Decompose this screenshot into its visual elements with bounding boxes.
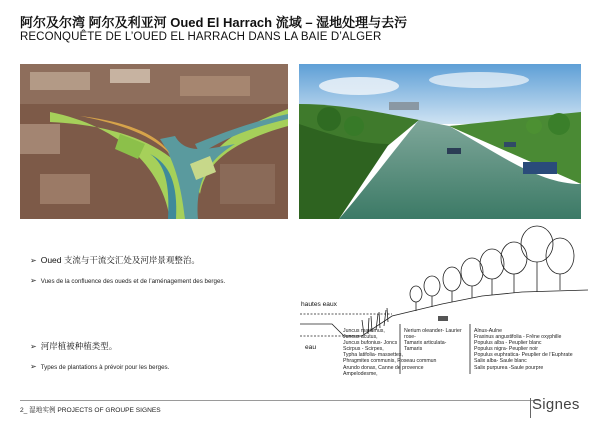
arrow-bullet-icon: ➢ (30, 342, 37, 351)
footer-caption: 2_ 湿地实例 PROJECTS OF GROUPE SIGNES (20, 407, 161, 414)
high-water-label: hautes eaux (301, 301, 337, 308)
page-title-fr: RECONQUÊTE DE L’OUED EL HARRACH DANS LA BAIE D’ALGER (20, 31, 382, 43)
footer-divider (20, 400, 540, 401)
bullet-plantations-cn: ➢ 河岸植被种植类型。 (30, 341, 118, 351)
page-title-cn: 阿尔及尔湾 阿尔及利亚河 Oued El Harrach 流域 – 湿地处理与去污 (20, 15, 408, 30)
logo-divider (530, 398, 531, 418)
plant-list-aquatic: Juncus maritimus, Juncus acutus, Juncus bufonius- Joncs Scirpus - Scirpes, Typha latifolia- massettes, Phragmites communis, Roseau commun Arundo donax, Canne de provence Ampelodesme, (343, 328, 437, 377)
arrow-bullet-icon: ➢ (30, 276, 37, 285)
water-label: eau (305, 344, 317, 351)
aerial-photo (20, 64, 288, 219)
plant-list-shrubs: Nerium oleander- Laurier rose- Tamarix articulata- Tamaris (404, 328, 462, 353)
bullet-plantations-fr: ➢ Types de plantations à prévoir pour les berges. (30, 362, 170, 371)
plant-list-trees: Alnus-Aulne Fraxinus angustifolia - Frêne oxyphille Populus alba - Peuplier blanc Populus nigra- Peuplier noir Populus euphratica- Peuplier de l’Euphrate Salix alba- Saule blanc Salix purpurea -Saule pourpre (474, 328, 573, 371)
river-rendering (299, 64, 581, 219)
arrow-bullet-icon: ➢ (30, 256, 37, 265)
bullet-confluence-cn: ➢ Oued 支流与干流交汇处及河岸景观整治。 (30, 255, 200, 265)
bullet-confluence-fr: ➢ Vues de la confluence des oueds et de l’aménagement des berges. (30, 276, 226, 285)
arrow-bullet-icon: ➢ (30, 362, 37, 371)
signes-logo: Signes (532, 396, 580, 413)
